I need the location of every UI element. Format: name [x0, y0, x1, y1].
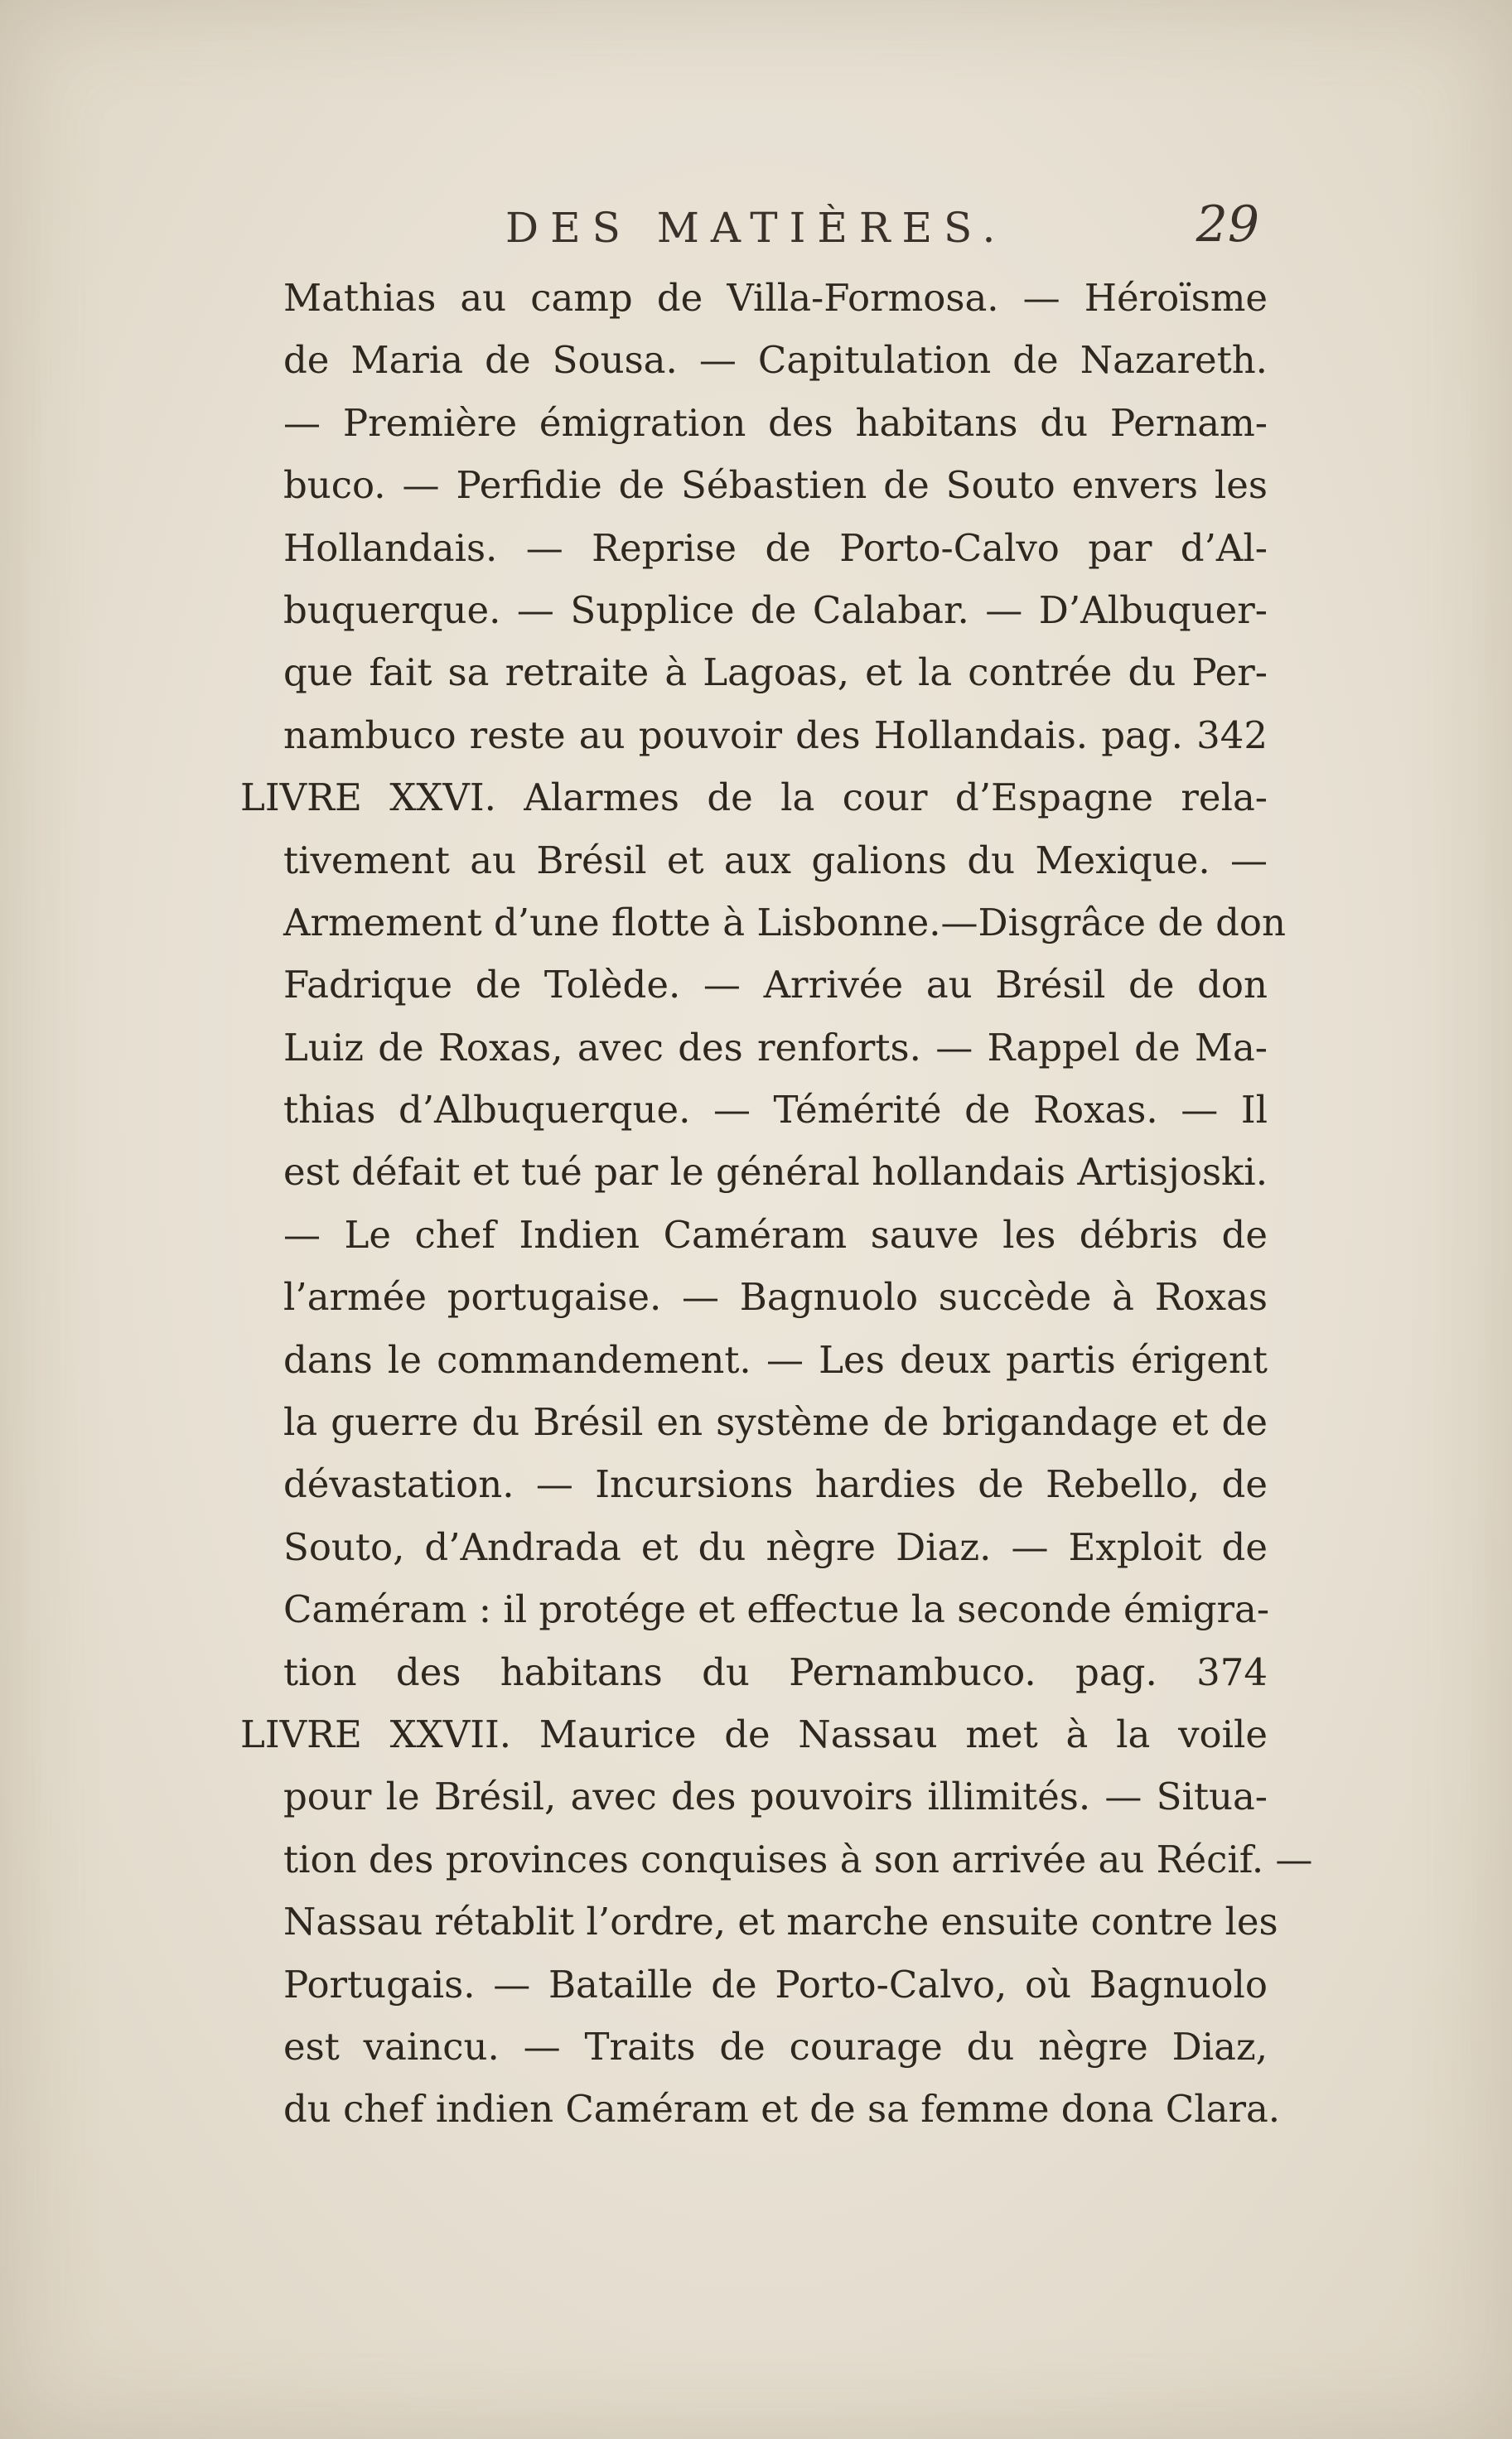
- text-line: tivement au Brésil et aux galions du Mexique. —: [283, 838, 1268, 882]
- text-line: buquerque. — Supplice de Calabar. — D’Albuquer-: [283, 587, 1268, 632]
- text-line: Caméram : il protége et effectue la seconde émigra-: [283, 1587, 1270, 1632]
- text-line: nambuco reste au pouvoir des Hollandais. pag. 342: [283, 712, 1268, 757]
- text-line: tion des provinces conquises à son arrivée au Récif. —: [283, 1837, 1313, 1881]
- text-line: dans le commandement. — Les deux partis érigent: [283, 1337, 1268, 1382]
- text-line: du chef indien Caméram et de sa femme dona Clara.: [283, 2087, 1281, 2132]
- page-number: 29: [1196, 196, 1259, 254]
- text-line: tion des habitans du Pernambuco. pag. 374: [283, 1649, 1268, 1694]
- text-line: Mathias au camp de Villa-Formosa. — Héroïsme: [283, 276, 1268, 320]
- text-line: pour le Brésil, avec des pouvoirs illimités. — Situa-: [283, 1775, 1268, 1819]
- text-line: dévastation. — Incursions hardies de Rebello, de: [283, 1462, 1268, 1507]
- text-line: Luiz de Roxas, avec des renforts. — Rappel de Ma-: [283, 1025, 1268, 1070]
- text-line: est vaincu. — Traits de courage du nègre Diaz,: [283, 2024, 1268, 2069]
- text-line: Fadrique de Tolède. — Arrivée au Brésil de don: [283, 963, 1268, 1007]
- livre-heading-line: LIVRE XXVII. Maurice de Nassau met à la voile: [240, 1712, 1268, 1756]
- page-header: [282, 196, 1259, 270]
- text-line: thias d’Albuquerque. — Témérité de Roxas. — Il: [283, 1088, 1268, 1133]
- livre-heading-line: LIVRE XXVI. Alarmes de la cour d’Espagne rela-: [240, 775, 1268, 820]
- text-line: l’armée portugaise. — Bagnuolo succède à Roxas: [283, 1275, 1268, 1320]
- text-line: de Maria de Sousa. — Capitulation de Nazareth.: [283, 338, 1268, 383]
- table-of-contents-text: [240, 267, 1313, 2141]
- text-line: Souto, d’Andrada et du nègre Diaz. — Exploit de: [283, 1524, 1268, 1569]
- text-line: la guerre du Brésil en système de brigandage et de: [283, 1400, 1268, 1445]
- text-line: est défait et tué par le général hollandais Artisjoski.: [283, 1150, 1268, 1195]
- text-line: que fait sa retraite à Lagoas, et la contrée du Per-: [283, 650, 1268, 695]
- running-title: DES MATIÈRES.: [505, 204, 1007, 252]
- text-line: — Première émigration des habitans du Pernam-: [283, 400, 1268, 445]
- text-line: — Le chef Indien Caméram sauve les débris de: [283, 1212, 1268, 1257]
- text-line: Nassau rétablit l’ordre, et marche ensuite contre les: [283, 1900, 1278, 1944]
- text-line: Hollandais. — Reprise de Porto-Calvo par d’Al-: [283, 525, 1268, 570]
- text-line: Portugais. — Bataille de Porto-Calvo, où Bagnuolo: [283, 1962, 1268, 2007]
- text-line: buco. — Perfidie de Sébastien de Souto envers les: [283, 463, 1268, 508]
- text-line: Armement d’une flotte à Lisbonne.—Disgrâce de don: [283, 900, 1286, 944]
